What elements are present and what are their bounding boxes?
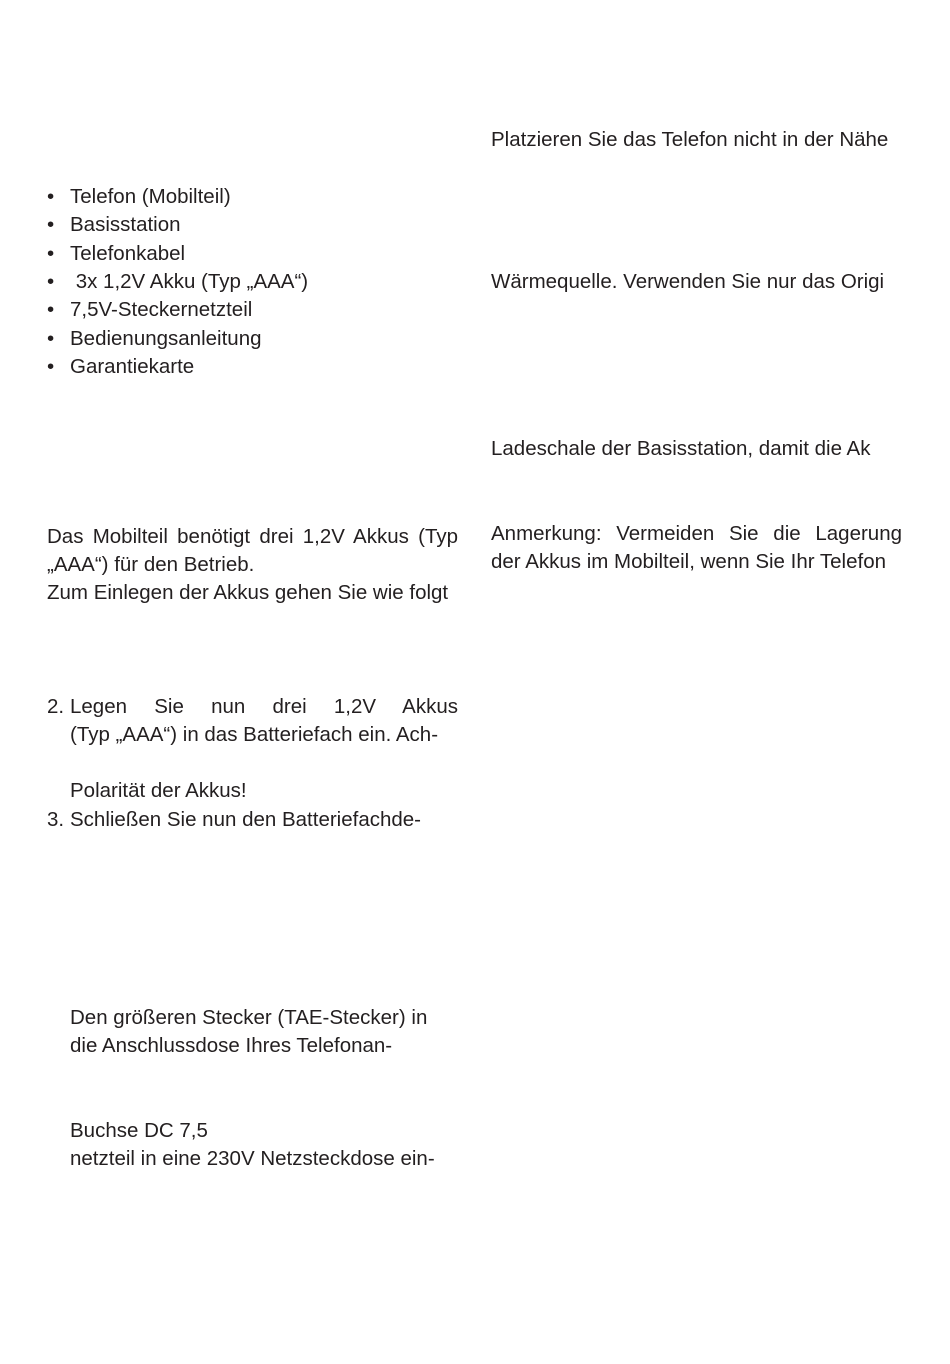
right-text-line-2: Wärmequelle. Verwenden Sie nur das Origi <box>491 270 885 293</box>
list-item-label: Basisstation <box>70 213 181 236</box>
list-item-label: Garantiekarte <box>70 355 195 378</box>
bullet-icon: • <box>47 270 55 293</box>
step-2-line-3: Polarität der Akkus! <box>70 779 247 802</box>
connection-line-3: Buchse DC 7,5 <box>70 1119 208 1142</box>
bullet-icon: • <box>47 242 55 265</box>
bullet-icon: • <box>47 298 55 321</box>
list-item-label: Bedienungsanleitung <box>70 327 262 350</box>
step-2-line-1: Legen Sie nun drei 1,2V Akkus <box>70 695 458 718</box>
list-item-label: 7,5V-Steckernetzteil <box>70 298 253 321</box>
right-text-line-1: Platzieren Sie das Telefon nicht in der Nähe <box>491 128 889 151</box>
bullet-icon: • <box>47 355 55 378</box>
list-item-label: Telefon (Mobilteil) <box>70 185 231 208</box>
bullet-icon: • <box>47 213 55 236</box>
bullet-icon: • <box>47 185 55 208</box>
step-3-line-1: Schließen Sie nun den Batteriefachde- <box>70 808 422 831</box>
step-number: 2. <box>47 695 65 718</box>
battery-intro-line-3: Zum Einlegen der Akkus gehen Sie wie folgt <box>47 581 449 604</box>
connection-line-4: netzteil in eine 230V Netzsteckdose ein- <box>70 1147 435 1170</box>
battery-intro-line-1: Das Mobilteil benötigt drei 1,2V Akkus (Typ <box>47 525 458 548</box>
connection-line-2: die Anschlussdose Ihres Telefonan- <box>70 1034 393 1057</box>
right-text-line-3: Ladeschale der Basisstation, damit die Ak <box>491 437 871 460</box>
list-item-label: 3x 1,2V Akku (Typ „AAA“) <box>70 270 309 293</box>
list-item-label: Telefonkabel <box>70 242 186 265</box>
bullet-icon: • <box>47 327 55 350</box>
step-number: 3. <box>47 808 65 831</box>
step-2-line-2: (Typ „AAA“) in das Batteriefach ein. Ach- <box>70 723 439 746</box>
note-line-1: Anmerkung: Vermeiden Sie die Lagerung <box>491 522 902 545</box>
connection-line-1: Den größeren Stecker (TAE-Stecker) in <box>70 1006 428 1029</box>
note-line-2: der Akkus im Mobilteil, wenn Sie Ihr Telefon <box>491 550 887 573</box>
battery-intro-line-2: „AAA“) für den Betrieb. <box>47 553 255 576</box>
